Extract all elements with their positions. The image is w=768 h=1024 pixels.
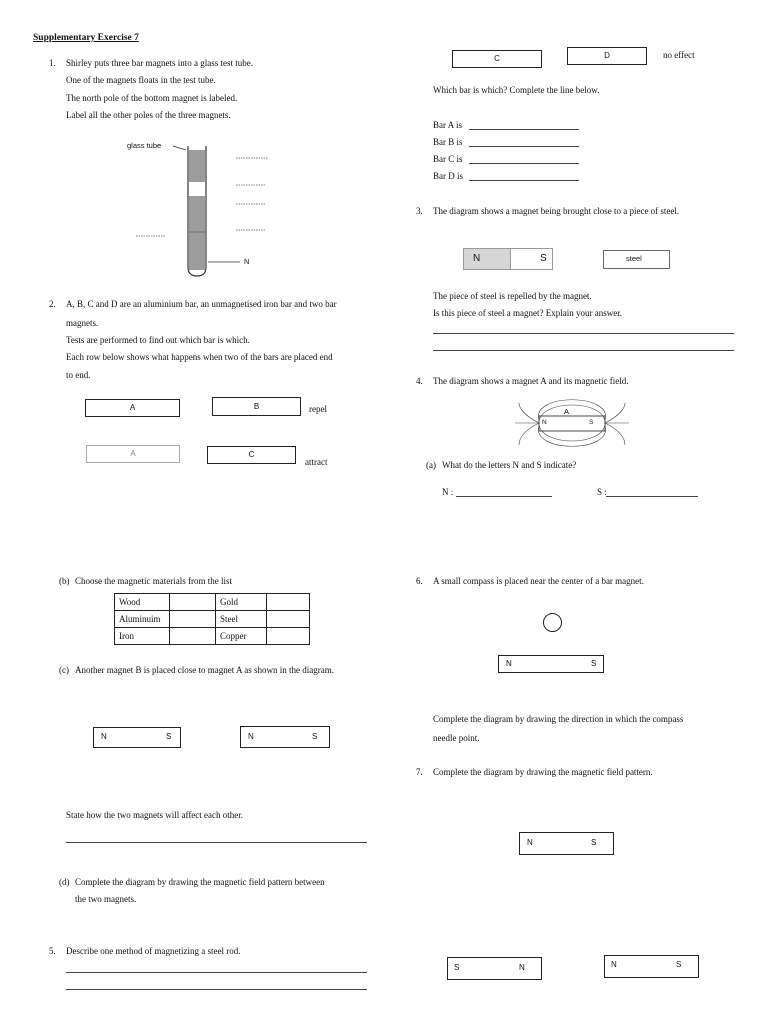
table-row	[115, 594, 310, 611]
bar-c-answer-label: Bar C is	[433, 154, 463, 164]
s-answer-line[interactable]	[606, 496, 698, 497]
q1-line-2: One of the magnets floats in the test tube.	[66, 75, 216, 85]
bar-a-answer-label: Bar A is	[433, 120, 463, 130]
choice-cell[interactable]	[170, 594, 216, 611]
q7-pair-left-magnet	[447, 957, 542, 980]
q6-number: 6.	[416, 576, 423, 586]
n-answer-label: N :	[442, 487, 454, 497]
q7-pair-right-south: S	[676, 960, 682, 969]
answer-line[interactable]	[66, 842, 367, 843]
bar-a: A	[85, 399, 180, 417]
table-row	[115, 628, 310, 645]
choice-cell[interactable]	[170, 628, 216, 645]
q2-line-3: Tests are performed to find out which bar is which.	[66, 335, 250, 345]
magnet-b-south: S	[312, 732, 318, 741]
material-cell: Steel	[216, 611, 267, 628]
bar-c-second: C	[452, 50, 542, 68]
test-tube-drawing	[118, 134, 283, 284]
bar-a-second: A	[86, 445, 180, 463]
material-cell: Wood	[115, 594, 170, 611]
bar-c-answer-line[interactable]	[469, 163, 579, 164]
q2-line-1: A, B, C and D are an aluminium bar, an unmagnetised iron bar and two bar	[66, 299, 337, 309]
q1-line-3: The north pole of the bottom magnet is labeled.	[66, 93, 238, 103]
bar-a-answer-line[interactable]	[469, 129, 579, 130]
answer-line[interactable]	[433, 350, 734, 351]
q4b-label: (b)	[59, 576, 70, 586]
result-repel: repel	[309, 404, 327, 414]
q4d-line-1: Complete the diagram by drawing the magnetic field pattern between	[75, 877, 325, 887]
q5-text: Describe one method of magnetizing a steel rod.	[66, 946, 241, 956]
q3-magnet-south: S	[540, 253, 547, 264]
q4c-question: State how the two magnets will affect each other.	[66, 810, 244, 820]
bar-b: B	[212, 397, 301, 416]
answer-line[interactable]	[66, 989, 367, 990]
page-title: Supplementary Exercise 7	[33, 33, 139, 43]
choice-cell[interactable]	[267, 594, 310, 611]
magnet-a-south: S	[166, 732, 172, 741]
q4-text: The diagram shows a magnet A and its magnetic field.	[433, 376, 629, 386]
q7-pair-right-north: N	[611, 960, 617, 969]
s-answer-label: S :	[597, 487, 607, 497]
choice-cell[interactable]	[170, 611, 216, 628]
q4d-label: (d)	[59, 877, 70, 887]
q6-magnet-north: N	[506, 659, 512, 668]
q2-line-5: to end.	[66, 370, 91, 380]
q6-magnet-south: S	[591, 659, 597, 668]
table-row	[115, 611, 310, 628]
choice-cell[interactable]	[267, 628, 310, 645]
q2-line-2: magnets.	[66, 318, 99, 328]
field-south-label: S	[589, 419, 594, 426]
magnet-b-bar	[240, 726, 330, 748]
result-no-effect: no effect	[663, 50, 695, 60]
q6-text: A small compass is placed near the center of a bar magnet.	[433, 576, 644, 586]
compass-icon	[543, 613, 562, 632]
q3-line-1: The piece of steel is repelled by the magnet.	[433, 291, 592, 301]
q4c-text: Another magnet B is placed close to magnet A as shown in the diagram.	[75, 665, 334, 675]
q7-magnet-south: S	[591, 838, 597, 847]
material-cell: Iron	[115, 628, 170, 645]
q3-line-2: Is this piece of steel a magnet? Explain your answer.	[433, 308, 622, 318]
q2-question: Which bar is which? Complete the line below.	[433, 85, 600, 95]
q2-line-4: Each row below shows what happens when two of the bars are placed end	[66, 352, 333, 362]
q4b-text: Choose the magnetic materials from the list	[75, 576, 232, 586]
q3-text: The diagram shows a magnet being brought close to a piece of steel.	[433, 206, 680, 216]
bar-d-answer-label: Bar D is	[433, 171, 463, 181]
result-attract: attract	[305, 457, 328, 467]
magnet-a-label: A	[564, 407, 570, 416]
q2-number: 2.	[49, 299, 56, 309]
q4a-text: What do the letters N and S indicate?	[442, 460, 577, 470]
q6-line-2: needle point.	[433, 733, 480, 743]
material-cell: Copper	[216, 628, 267, 645]
glass-tube-label: glass tube	[127, 141, 162, 150]
bar-b-answer-label: Bar B is	[433, 137, 463, 147]
magnet-b-north: N	[248, 732, 254, 741]
answer-line[interactable]	[66, 972, 367, 973]
q7-text: Complete the diagram by drawing the magnetic field pattern.	[433, 767, 653, 777]
q4d-line-2: the two magnets.	[75, 894, 137, 904]
n-answer-line[interactable]	[456, 496, 552, 497]
field-north-label: N	[542, 419, 547, 426]
q1-line-4: Label all the other poles of the three magnets.	[66, 110, 231, 120]
q4c-label: (c)	[59, 665, 69, 675]
q5-number: 5.	[49, 946, 56, 956]
q7-magnet	[519, 832, 614, 855]
bar-d-answer-line[interactable]	[469, 180, 579, 181]
q6-magnet	[498, 655, 604, 673]
magnet-field-drawing	[513, 395, 633, 455]
q1-number: 1.	[49, 58, 56, 68]
q7-pair-left-south: S	[454, 963, 460, 972]
q6-line-1: Complete the diagram by drawing the direction in which the compass	[433, 714, 684, 724]
q4-number: 4.	[416, 376, 423, 386]
q7-pair-right-magnet	[604, 955, 699, 978]
bar-d: D	[567, 47, 647, 65]
bar-b-answer-line[interactable]	[469, 146, 579, 147]
q7-magnet-north: N	[527, 838, 533, 847]
materials-table	[114, 593, 310, 645]
magnet-a-bar	[93, 727, 181, 748]
material-cell: Aluminuim	[115, 611, 170, 628]
q3-magnet-north-half	[464, 249, 511, 269]
q3-magnet	[463, 248, 553, 270]
material-cell: Gold	[216, 594, 267, 611]
choice-cell[interactable]	[267, 611, 310, 628]
bar-c: C	[207, 446, 296, 464]
q4a-label: (a)	[426, 460, 436, 470]
q7-number: 7.	[416, 767, 423, 777]
steel-label: steel	[626, 254, 642, 263]
q3-magnet-north: N	[473, 253, 481, 264]
magnet-field-diagram	[513, 395, 633, 455]
answer-line[interactable]	[433, 333, 734, 334]
steel-piece	[603, 250, 670, 269]
q1-line-1: Shirley puts three bar magnets into a glass test tube.	[66, 58, 253, 68]
q3-number: 3.	[416, 206, 423, 216]
q7-pair-left-north: N	[519, 963, 525, 972]
test-tube-diagram	[118, 134, 283, 284]
bottom-north-pole-label: N	[244, 257, 250, 266]
magnet-a-north: N	[101, 732, 107, 741]
